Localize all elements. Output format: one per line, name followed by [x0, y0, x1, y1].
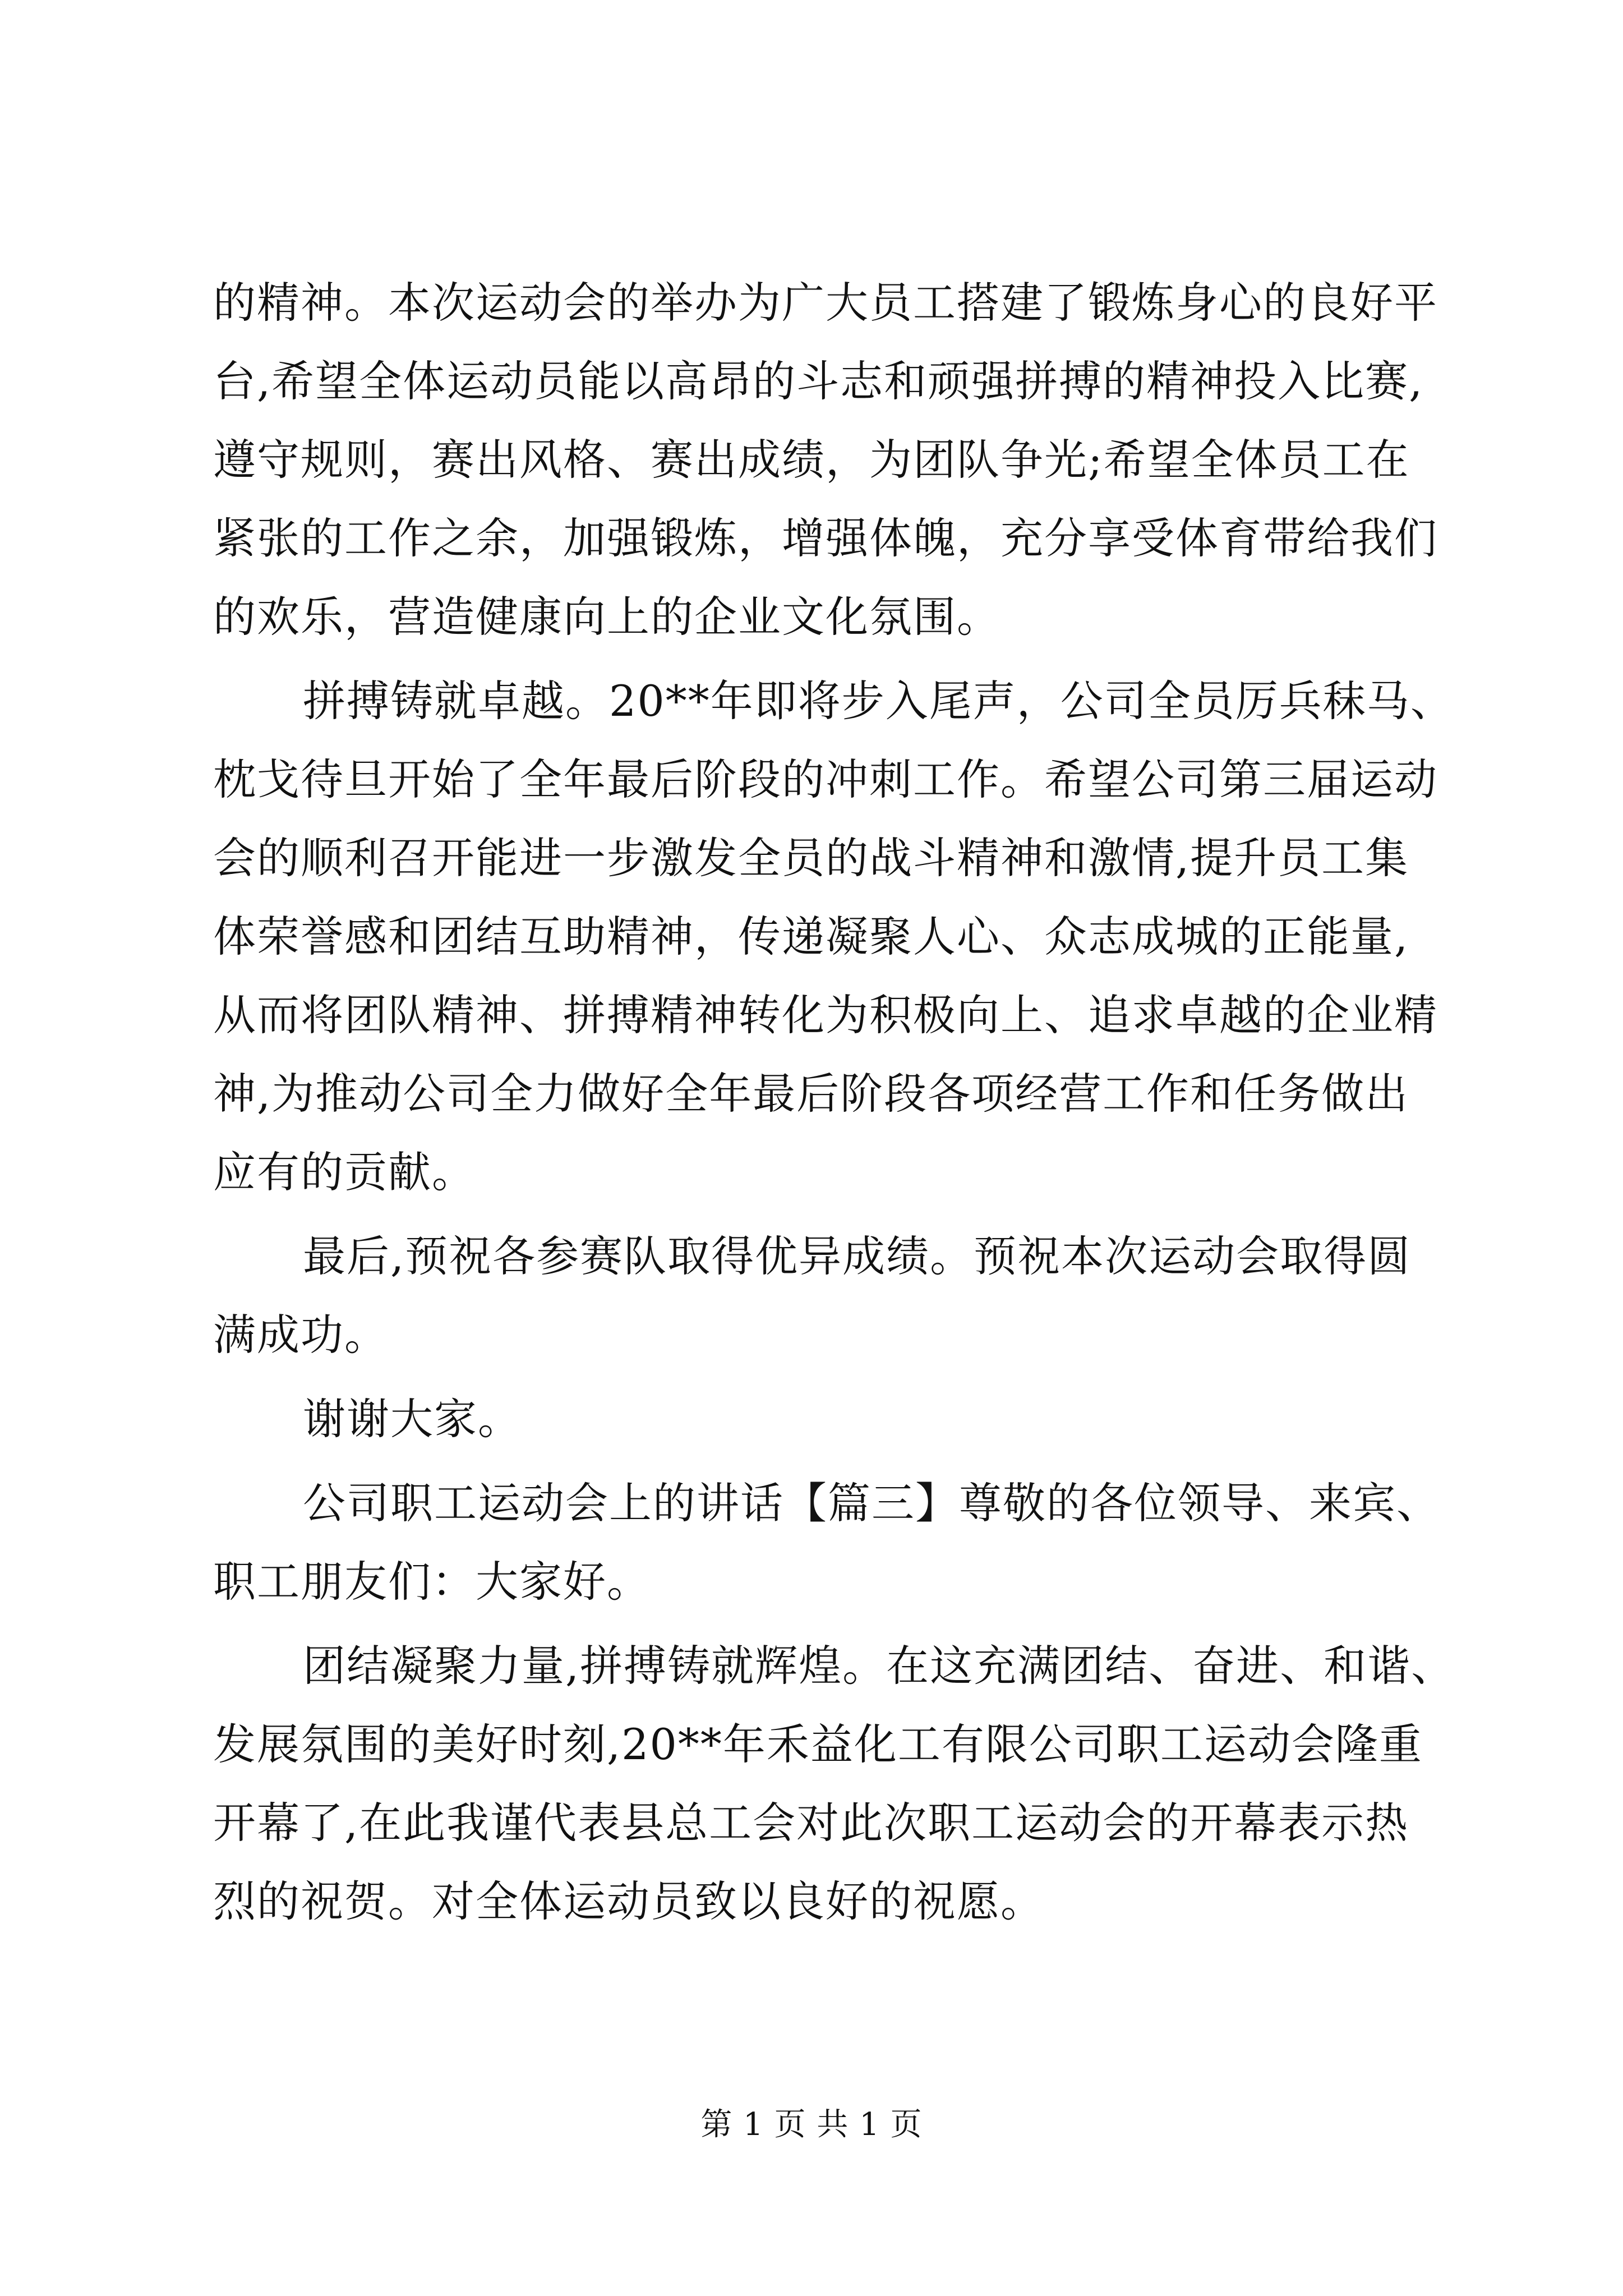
text-line: 公司职工运动会上的讲话【篇三】尊敬的各位领导、来宾、: [303, 1478, 1440, 1528]
text-line: 台,希望全体运动员能以高昂的斗志和顽强拼搏的精神投入比赛,: [213, 356, 1424, 406]
text-line: 最后,预祝各参赛队取得优异成绩。预祝本次运动会取得圆: [303, 1231, 1412, 1281]
text-line: 遵守规则，赛出风格、赛出成绩，为团队争光;希望全体员工在: [213, 435, 1410, 485]
text-line: 拼搏铸就卓越。20**年即将步入尾声，公司全员厉兵秣马、: [303, 676, 1454, 726]
text-line: 的欢乐，营造健康向上的企业文化氛围。: [213, 592, 1000, 642]
text-line: 应有的贡献。: [213, 1147, 476, 1197]
text-line: 烈的祝贺。对全体运动员致以良好的祝愿。: [213, 1876, 1044, 1926]
text-line: 体荣誉感和团结互助精神，传递凝聚人心、众志成城的正能量,: [213, 912, 1409, 961]
text-line: 枕戈待旦开始了全年最后阶段的冲刺工作。希望公司第三届运动: [213, 754, 1438, 804]
text-line: 开幕了,在此我谨代表县总工会对此次职工运动会的开幕表示热: [213, 1798, 1409, 1848]
text-line: 的精神。本次运动会的举办为广大员工搭建了锻炼身心的良好平: [213, 278, 1438, 328]
text-line: 发展氛围的美好时刻,20**年禾益化工有限公司职工运动会隆重: [213, 1719, 1423, 1769]
text-line: 团结凝聚力量,拼搏铸就辉煌。在这充满团结、奋进、和谐、: [303, 1641, 1455, 1691]
page-number-footer: 第 1 页 共 1 页: [700, 2106, 923, 2143]
text-line: 神,为推动公司全力做好全年最后阶段各项经营工作和任务做出: [213, 1069, 1409, 1119]
text-line: 职工朋友们：大家好。: [213, 1557, 651, 1607]
text-line: 谢谢大家。: [303, 1394, 522, 1444]
text-line: 紧张的工作之余，加强锻炼，增强体魄，充分享受体育带给我们: [213, 513, 1438, 563]
text-line: 满成功。: [213, 1310, 388, 1360]
text-line: 从而将团队精神、拼搏精神转化为积极向上、追求卓越的企业精: [213, 990, 1438, 1040]
text-line: 会的顺利召开能进一步激发全员的战斗精神和激情,提升员工集: [213, 833, 1409, 883]
